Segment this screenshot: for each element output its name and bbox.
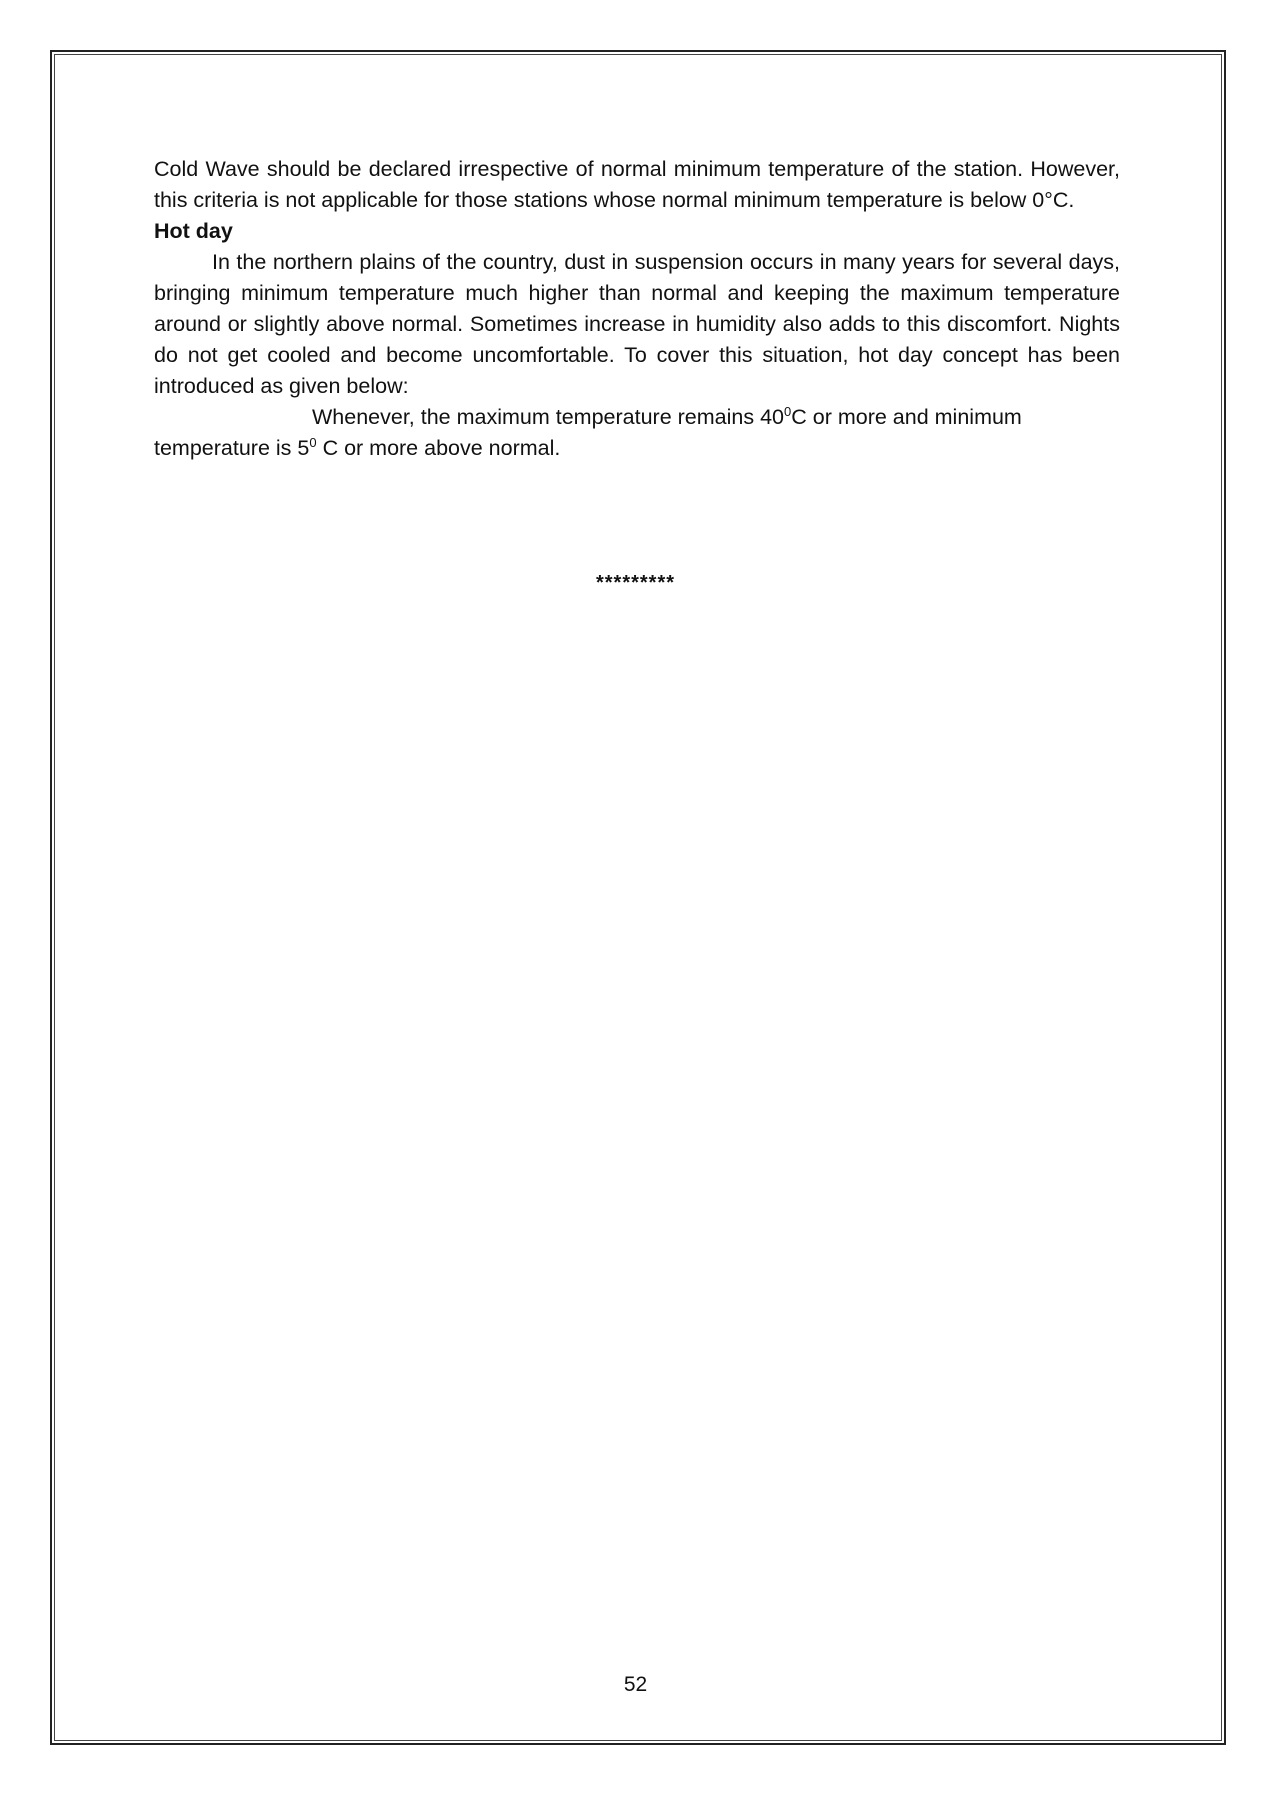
paragraph-hot-day-criteria [154,402,1120,464]
page-number: 52 [623,1673,648,1696]
document-body [154,154,1120,464]
section-separator: ********* [595,572,676,594]
superscript-degree: 0 [784,403,792,419]
criteria-text-part-3: C or more above normal. [316,436,561,460]
criteria-text-part-1: Whenever, the maximum temperature remains 40 [312,405,785,429]
paragraph-cold-wave: Cold Wave should be declared irrespective of normal minimum temperature of the station. However, this criteria is not applicable for those stations whose normal minimum temperature is below 0°C. [154,157,1120,212]
superscript-degree: 0 [309,434,317,450]
criteria-text-part-2: C or more and minimum temperature is 5 [154,405,1022,460]
paragraph-hot-day-description: In the northern plains of the country, dust in suspension occurs in many years for several days, bringing minimum temperature much higher than normal and keeping the maximum temperature around or slightly above normal. Sometimes increase in humidity also adds to this discomfort. Nights do not get cooled and become uncomfortable. To cover this situation, hot day concept has been introduced as given below: [154,250,1120,398]
heading-hot-day: Hot day [154,219,233,243]
